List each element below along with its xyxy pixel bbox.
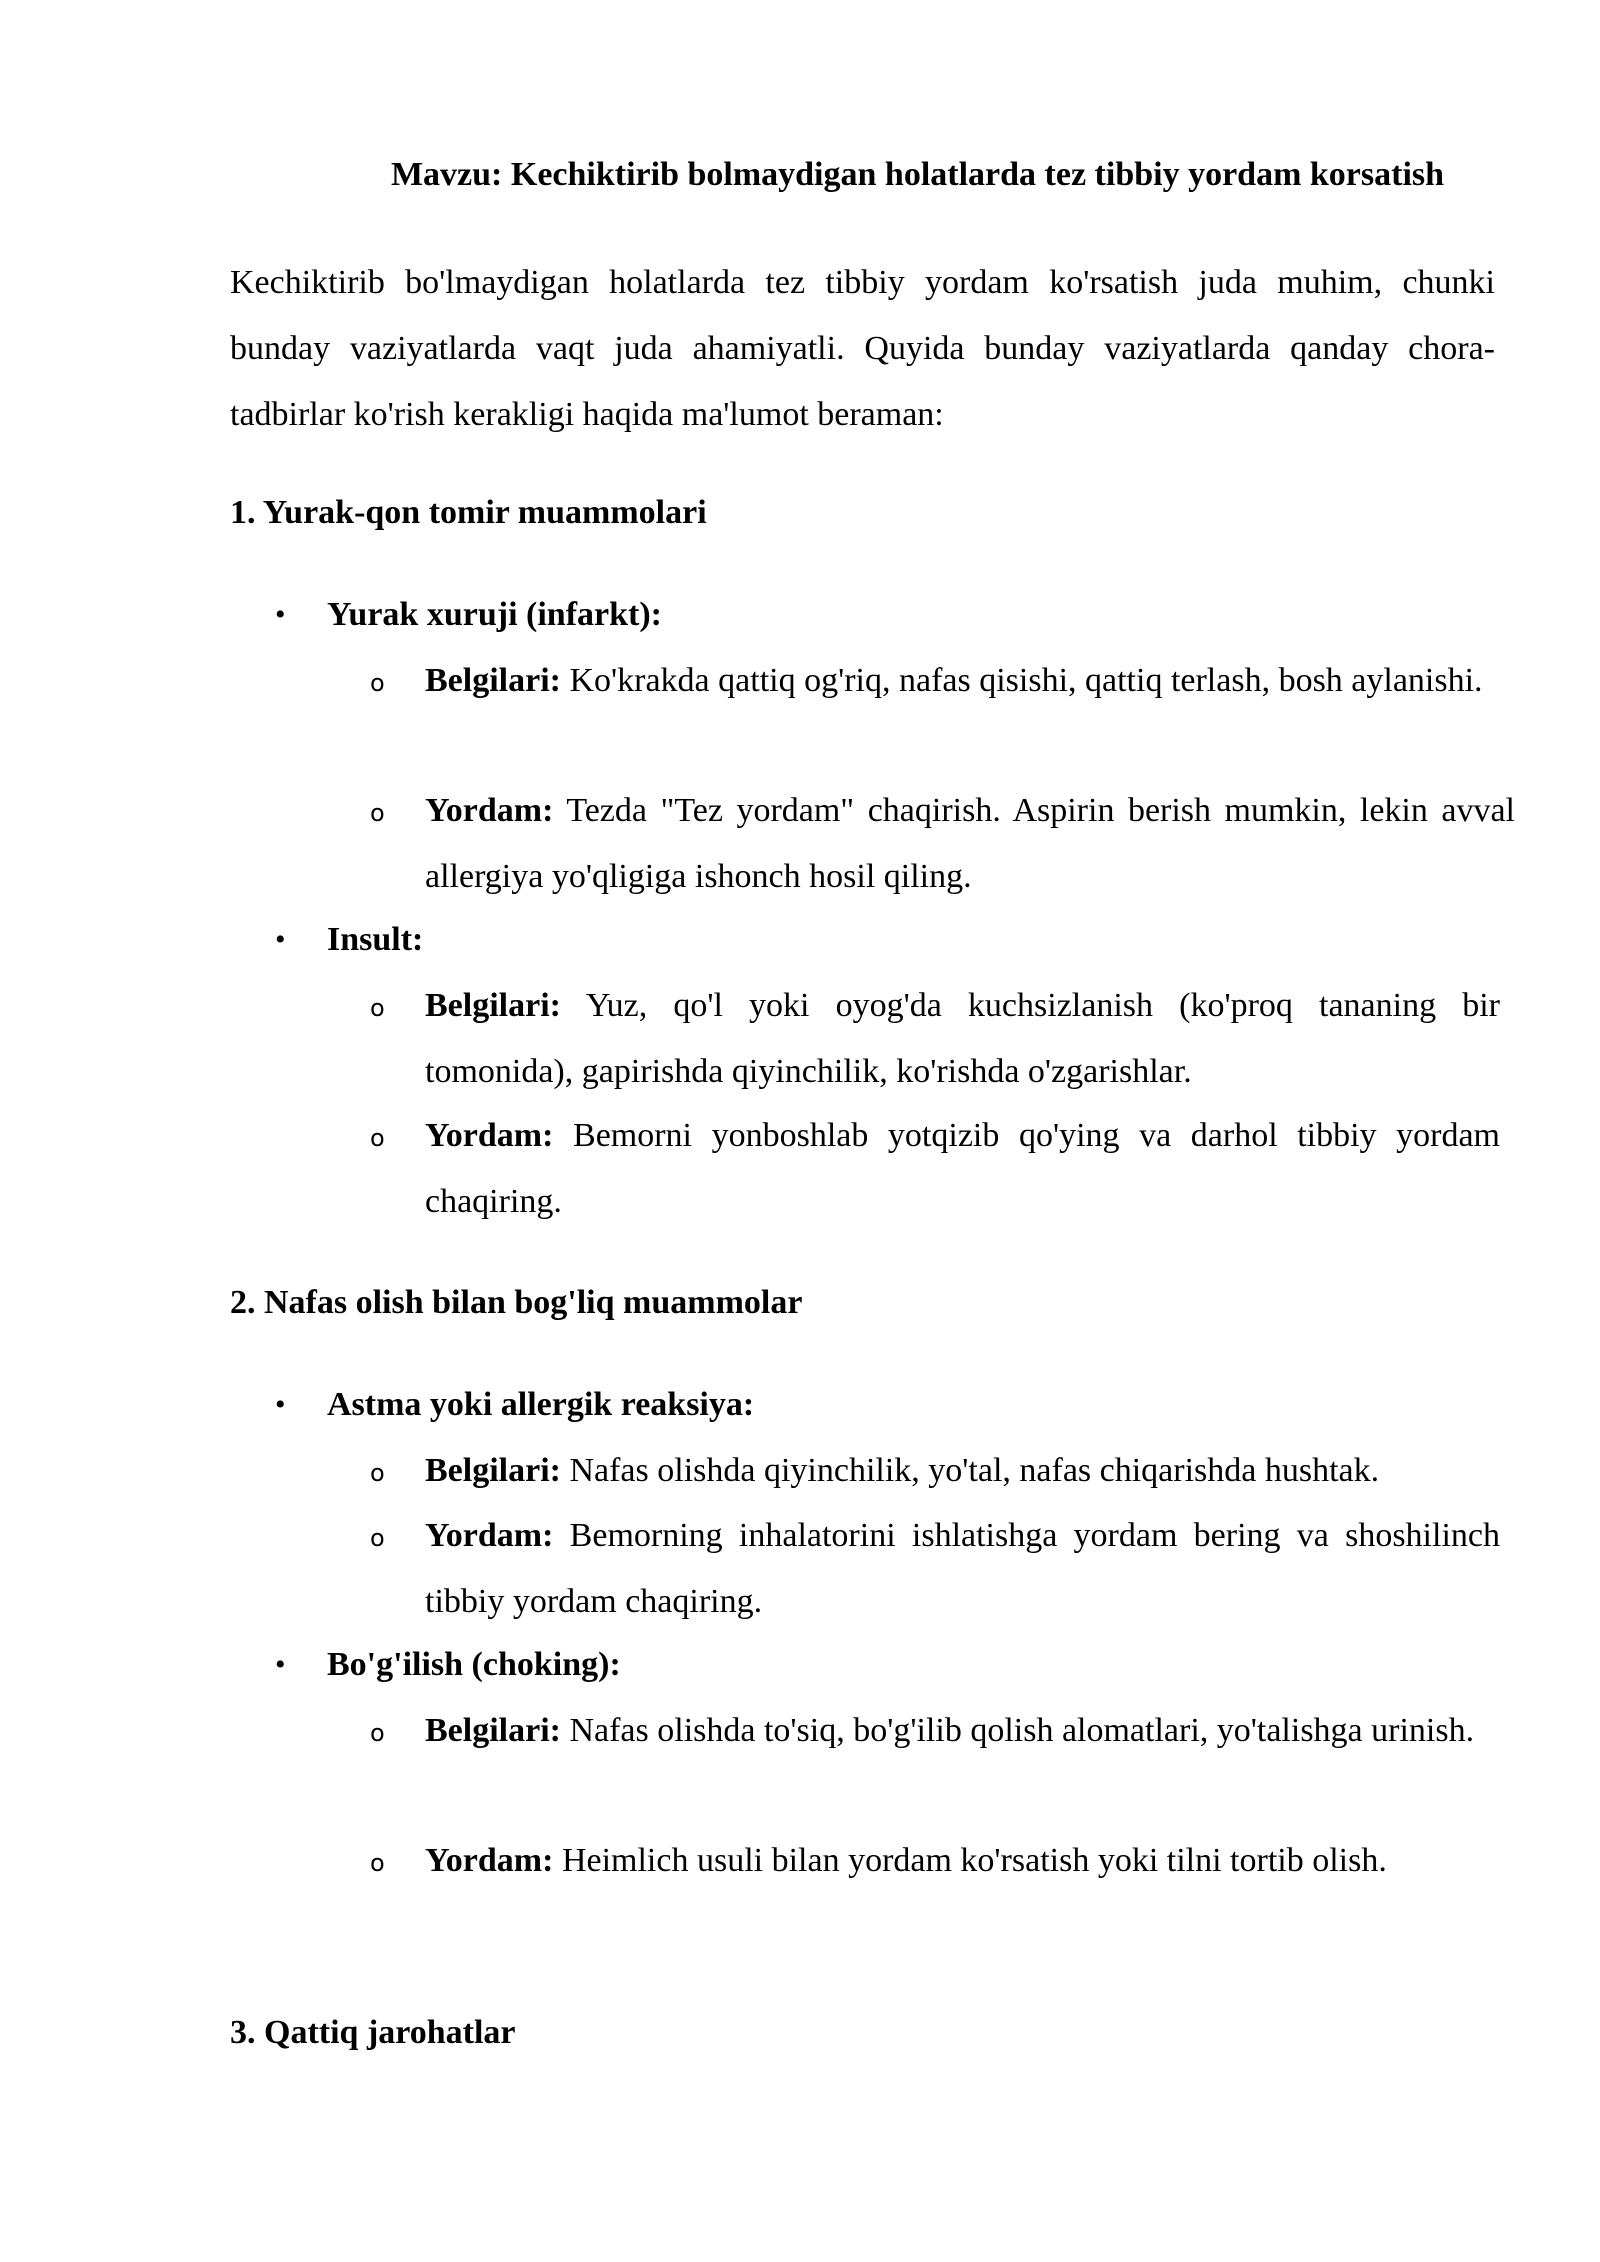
sub-bullet-icon: o <box>370 1124 385 1152</box>
sub-item-label: Yordam: <box>425 1842 554 1879</box>
sub-item-text: Nafas olishda to'siq, bo'g'ilib qolish alomatlari, yo'talishga urinish. <box>560 1712 1475 1749</box>
sub-item-stroke-help <box>370 1103 1500 1235</box>
sub-bullet-icon: o <box>370 799 385 827</box>
section-heading-injuries: 3. Qattiq jarohatlar <box>230 2014 516 2051</box>
sub-item-text: Bemorning inhalatorini ishlatishga yordam bering va shoshilinch tibbiy yordam chaqiring. <box>425 1517 1500 1620</box>
item-title: Astma yoki allergik reaksiya: <box>327 1386 755 1423</box>
item-title: Yurak xuruji (infarkt): <box>327 596 662 633</box>
sub-item-text: Nafas olishda qiyinchilik, yo'tal, nafas chiqarishda hushtak. <box>560 1452 1380 1489</box>
section-heading-breathing: 2. Nafas olish bilan bog'liq muammolar <box>230 1284 803 1321</box>
sub-item-heart-attack-help <box>370 778 1515 910</box>
list-item-stroke <box>275 915 423 965</box>
item-title: Bo'g'ilish (choking): <box>327 1646 621 1683</box>
sub-item-label: Belgilari: <box>425 1452 561 1489</box>
sub-item-stroke-symptoms <box>370 973 1500 1105</box>
bullet-icon: • <box>275 1648 286 1681</box>
document-title: Mavzu: Kechiktirib bolmaydigan holatlarda tez tibbiy yordam korsatish <box>390 156 1445 193</box>
sub-bullet-icon: o <box>370 669 385 697</box>
sub-bullet-icon: o <box>370 1849 385 1877</box>
bullet-icon: • <box>275 923 286 956</box>
sub-item-text: Heimlich usuli bilan yordam ko'rsatish yoki tilni tortib olish. <box>553 1842 1387 1879</box>
list-item-choking <box>275 1640 621 1690</box>
sub-item-label: Yordam: <box>425 1117 554 1154</box>
sub-item-choking-symptoms <box>370 1698 1500 1764</box>
list-item-asthma <box>275 1380 754 1430</box>
sub-item-label: Belgilari: <box>425 1712 561 1749</box>
item-title: Insult: <box>327 921 424 958</box>
sub-item-choking-help <box>370 1828 1500 1894</box>
bullet-icon: • <box>275 598 286 631</box>
bullet-icon: • <box>275 1388 286 1421</box>
sub-item-text: Bemorni yonboshlab yotqizib qo'ying va darhol tibbiy yordam chaqiring. <box>425 1117 1500 1220</box>
sub-item-text: Yuz, qo'l yoki oyog'da kuchsizlanish (ko'proq tananing bir tomonida), gapirishda qiyinchilik, ko'rishda o'zgarishlar. <box>425 987 1500 1090</box>
intro-paragraph: Kechiktirib bo'lmaydigan holatlarda tez tibbiy yordam ko'rsatish juda muhim, chunki bunday vaziyatlarda vaqt juda ahamiyatli. Quyida bunday vaziyatlarda qanday chora-tadbirlar ko'rish kerakligi haqida ma'lumot beraman: <box>230 264 1495 433</box>
sub-item-label: Belgilari: <box>425 662 561 699</box>
sub-item-asthma-help <box>370 1503 1500 1635</box>
sub-item-label: Yordam: <box>425 792 554 829</box>
sub-item-label: Yordam: <box>425 1517 554 1554</box>
sub-bullet-icon: o <box>370 1524 385 1552</box>
sub-item-text: Ko'krakda qattiq og'riq, nafas qisishi, qattiq terlash, bosh aylanishi. <box>560 662 1483 699</box>
sub-item-heart-attack-symptoms <box>370 648 1500 714</box>
section-heading-cardiovascular: 1. Yurak-qon tomir muammolari <box>230 494 707 531</box>
sub-bullet-icon: o <box>370 994 385 1022</box>
list-item-heart-attack <box>275 590 662 640</box>
sub-bullet-icon: o <box>370 1459 385 1487</box>
sub-item-label: Belgilari: <box>425 987 561 1024</box>
sub-item-text: Tezda "Tez yordam" chaqirish. Aspirin berish mumkin, lekin avval allergiya yo'qligiga ishonch hosil qiling. <box>425 792 1515 895</box>
sub-item-asthma-symptoms <box>370 1438 1515 1504</box>
sub-bullet-icon: o <box>370 1719 385 1747</box>
